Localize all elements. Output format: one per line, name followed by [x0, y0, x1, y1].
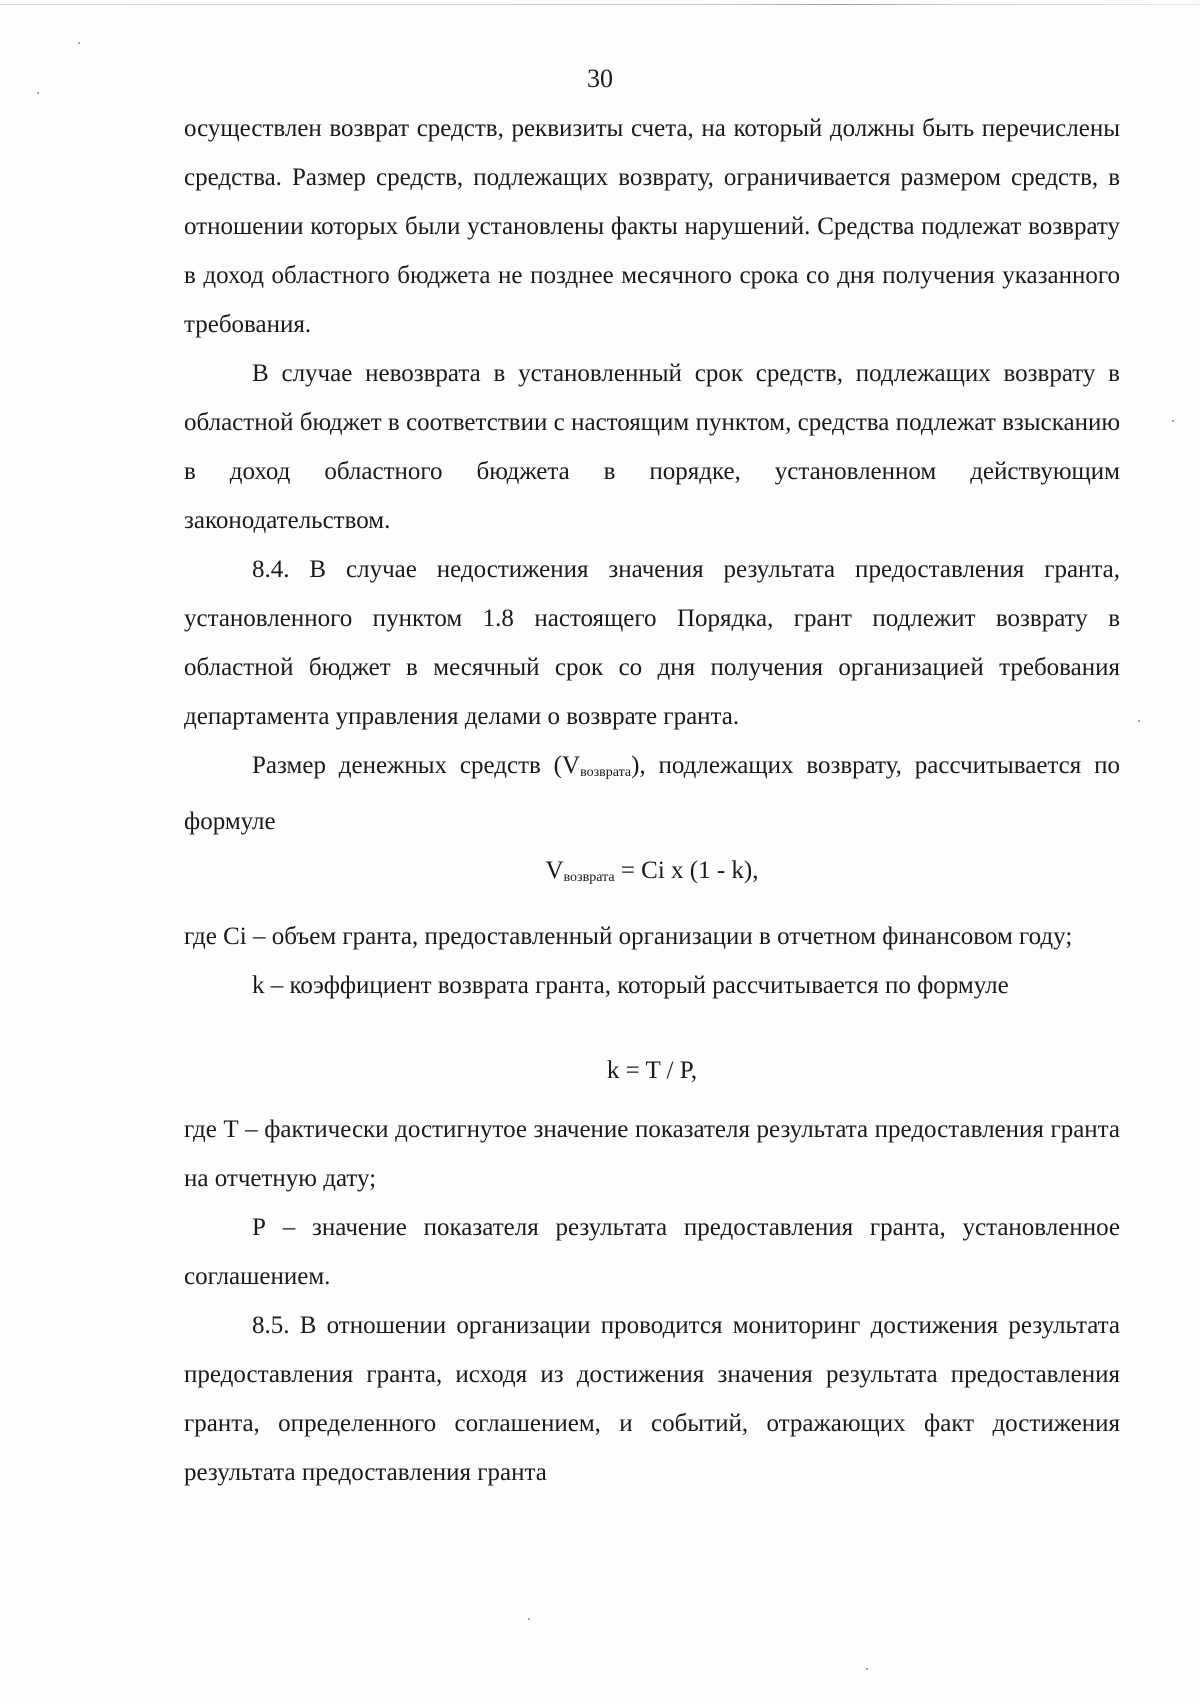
paragraph-non-return: В случае невозврата в установленный срок средств, подлежащих возврату в областной бюджет в соответствии с настоящим пунктом, средства подлежат взысканию в доход областного бюджета в порядке, установленном действующим законодательством. [184, 360, 1120, 534]
formula-rhs: = Ci x (1 - k), [614, 857, 759, 884]
scan-speck [528, 1618, 530, 1620]
paragraph-return-amount [184, 741, 1120, 846]
paragraph-t-definition: где Т – фактически достигнутое значение показателя результата предоставления гранта на отчетную дату; [184, 1116, 1120, 1192]
paragraph-ci-definition: где Ci – объем гранта, предоставленный организации в отчетном финансовом году; [184, 923, 1073, 950]
paragraph-k-definition: k – коэффициент возврата гранта, который рассчитывается по формуле [252, 972, 1009, 999]
return-amount-subscript: возврата [580, 765, 632, 780]
scan-top-edge [0, 4, 1200, 5]
scan-speck [78, 42, 80, 44]
paragraph-8-5: 8.5. В отношении организации проводится мониторинг достижения результата предоставления гранта, исходя из достижения значения результата предоставления гранта, определенного соглашением, и событий, отражающих факт достижения результата предоставления гранта [184, 1312, 1120, 1486]
page-number: 30 [587, 64, 613, 93]
formula-v-subscript: возврата [563, 870, 615, 885]
spacer [184, 902, 1120, 912]
spacer [184, 1010, 1120, 1046]
scan-speck [1172, 420, 1174, 422]
formula-return-amount [184, 846, 1120, 902]
scan-speck [866, 1668, 868, 1670]
return-amount-text-end: ), подлежащих возврату, рассчитывается по формуле [184, 752, 1120, 835]
return-amount-text-start: Размер денежных средств (V [252, 752, 581, 779]
formula-k: k = T / P, [606, 1057, 698, 1084]
spacer [184, 1095, 1120, 1105]
paragraph-return-details: осуществлен возврат средств, реквизиты счета, на который должны быть перечислены средства. Размер средств, подлежащих возврату, ограничивается размером средств, в отношении которых были установлены факты нарушений. Средства подлежат возврату в доход областного бюджета не позднее месячного срока со дня получения указанного требования. [184, 115, 1120, 338]
formula-v: V [545, 857, 564, 884]
paragraph-p-definition: Р – значение показателя результата предоставления гранта, установленное соглашением. [184, 1214, 1120, 1290]
scan-speck [37, 92, 39, 94]
document-body [184, 104, 1120, 1497]
scan-speck [1138, 720, 1140, 722]
paragraph-8-4: 8.4. В случае недостижения значения результата предоставления гранта, установленного пунктом 1.8 настоящего Порядка, грант подлежит возврату в областной бюджет в месячный срок со дня получения организацией требования департамента управления делами о возврате гранта. [184, 556, 1120, 730]
